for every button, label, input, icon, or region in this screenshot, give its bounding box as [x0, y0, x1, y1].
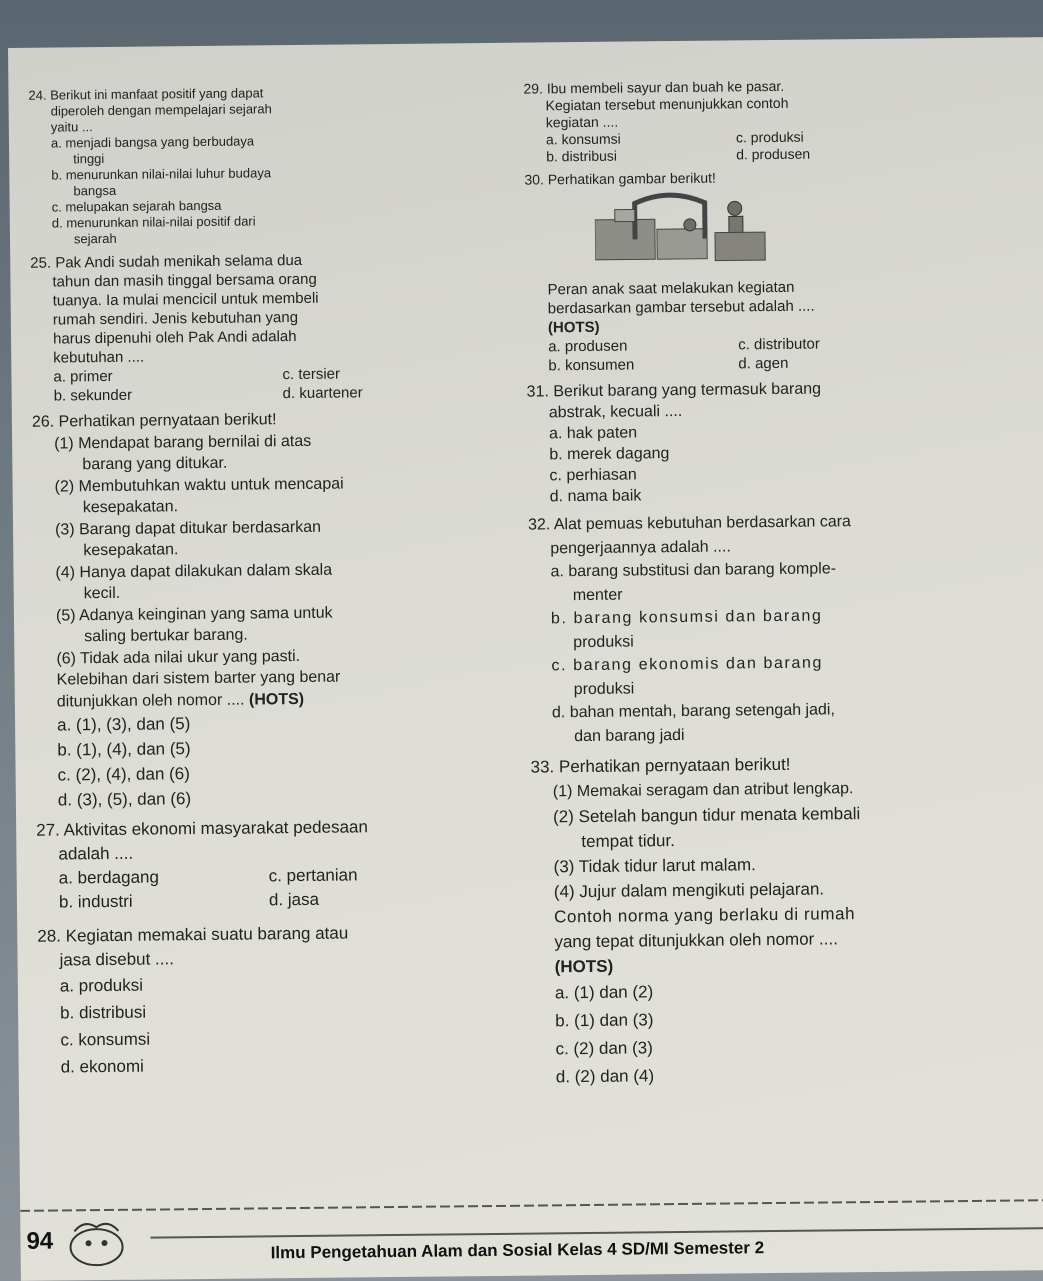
- question-text: pengerjaannya adalah ....: [550, 537, 731, 557]
- mascot-icon: [64, 1217, 129, 1270]
- option-d: d. (2) dan (4): [555, 1066, 655, 1087]
- question-number: 26.: [31, 413, 55, 431]
- question-text: rumah sendiri. Jenis kebutuhan yang: [52, 308, 299, 329]
- question-text: Berikut barang yang termasuk barang: [553, 380, 822, 401]
- question-text: diperoleh dengan mempelajari sejarah: [50, 101, 272, 119]
- option-b: b. (1) dan (3): [555, 1010, 654, 1031]
- hots-label: (HOTS): [248, 690, 305, 709]
- question-number: 27.: [36, 820, 60, 840]
- option-c: c. konsumsi: [60, 1029, 151, 1050]
- question-prompt: Kelebihan dari sistem barter yang benar: [56, 668, 341, 689]
- option-c: c. melupakan sejarah bangsa: [51, 197, 222, 215]
- statement-2-cont: kesepakatan.: [82, 498, 179, 517]
- statement-4-cont: kecil.: [83, 584, 121, 603]
- statement-4: (4) Jujur dalam mengikuti pelajaran.: [553, 879, 825, 902]
- option-b: b. industri: [58, 891, 133, 912]
- option-b: b. barang konsumsi dan barang: [550, 607, 823, 628]
- page-number: 94: [26, 1227, 54, 1255]
- hots-label: (HOTS): [547, 318, 600, 337]
- left-column: [28, 83, 518, 1087]
- option-d: d. (3), (5), dan (6): [57, 789, 192, 810]
- question-text: Kegiatan memakai suatu barang atau: [65, 923, 349, 946]
- right-column: [523, 76, 974, 1098]
- question-text: Kegiatan tersebut menunjukkan contoh: [545, 94, 789, 114]
- option-c: c. pertanian: [268, 865, 358, 886]
- question-text: Perhatikan gambar berikut!: [547, 169, 716, 188]
- question-text: kegiatan ....: [545, 113, 619, 131]
- question-text: kebutuhan ....: [53, 348, 145, 367]
- question-prompt: yang tepat ditunjukkan oleh nomor ....: [554, 929, 838, 952]
- option-a: a. (1) dan (2): [554, 982, 654, 1003]
- question-30: [524, 167, 966, 376]
- question-number: 30.: [524, 171, 544, 188]
- question-text: Aktivitas ekonomi masyarakat pedesaan: [63, 817, 368, 840]
- question-26: [32, 407, 516, 813]
- question-number: 31.: [526, 383, 549, 401]
- question-28: [37, 920, 519, 1081]
- option-a: a. hak paten: [548, 424, 638, 443]
- question-text: harus dipenuhi oleh Pak Andi adalah: [52, 327, 297, 348]
- option-b: b. distribusi: [546, 147, 618, 165]
- question-32: [528, 509, 970, 749]
- option-b: b. menurunkan nilai-nilai luhur budaya: [51, 165, 272, 183]
- question-text: Berikut ini manfaat positif yang dapat: [50, 85, 264, 103]
- question-27: [36, 814, 517, 915]
- option-b: b. (1), (4), dan (5): [57, 739, 191, 760]
- book-title: Ilmu Pengetahuan Alam dan Sosial Kelas 4 SD/MI Semester 2: [270, 1238, 765, 1263]
- question-text: Pak Andi sudah menikah selama dua: [55, 251, 303, 272]
- question-text: yaitu ...: [50, 119, 93, 135]
- option-a: a. primer: [53, 367, 113, 386]
- option-c: c. barang ekonomis dan barang: [551, 654, 824, 675]
- option-a: a. (1), (3), dan (5): [56, 714, 191, 735]
- question-24: [28, 83, 510, 248]
- statement-4: (4) Hanya dapat dilakukan dalam skala: [55, 561, 333, 582]
- option-d: d. bahan mentah, barang setengah jadi,: [551, 701, 835, 722]
- statement-1: (1) Memakai seragam dan atribut lengkap.: [552, 780, 854, 801]
- question-text: adalah ....: [58, 843, 134, 864]
- option-a: a. barang substitusi dan barang komple-: [550, 560, 837, 581]
- statement-2: (2) Setelah bangun tidur menata kembali: [552, 804, 861, 827]
- option-b: b. distribusi: [60, 1002, 147, 1023]
- statement-1: (1) Mendapat barang bernilai di atas: [54, 432, 312, 453]
- statement-3-cont: kesepakatan.: [83, 541, 179, 560]
- question-29: [523, 76, 964, 166]
- question-text: jasa disebut ....: [59, 949, 174, 970]
- option-b: b. sekunder: [53, 386, 133, 405]
- question-number: 28.: [37, 926, 62, 946]
- question-text: Perhatikan pernyataan berikut!: [558, 754, 791, 777]
- footer-divider: [20, 1199, 1043, 1212]
- option-a-cont: tinggi: [73, 150, 105, 167]
- statement-2-cont: tempat tidur.: [581, 831, 675, 852]
- statement-5-cont: saling bertukar barang.: [84, 626, 248, 646]
- market-stall-illustration: [595, 188, 776, 272]
- option-a: a. produsen: [548, 337, 628, 356]
- statement-3: (3) Tidak tidur larut malam.: [553, 855, 756, 877]
- option-c: c. (2), (4), dan (6): [57, 764, 190, 785]
- option-b-cont: produksi: [573, 632, 634, 651]
- option-c: c. distributor: [738, 335, 820, 354]
- question-number: 29.: [523, 80, 544, 97]
- option-d: d. jasa: [268, 889, 320, 910]
- question-31: [527, 377, 968, 508]
- option-c: c. perhiasan: [549, 466, 637, 485]
- question-text: Peran anak saat melakukan kegiatan: [547, 278, 795, 299]
- statement-2: (2) Membutuhkan waktu untuk mencapai: [54, 475, 344, 496]
- hots-label: (HOTS): [554, 956, 614, 977]
- option-d: d. kuartener: [282, 384, 363, 403]
- statement-list: [32, 428, 514, 670]
- question-number: 32.: [527, 516, 551, 534]
- option-a: a. konsumsi: [545, 130, 621, 148]
- option-b-cont: bangsa: [73, 182, 117, 199]
- question-text: Perhatikan pernyataan berikut!: [58, 411, 277, 431]
- option-d: d. menurunkan nilai-nilai positif dari: [51, 213, 256, 231]
- option-d: d. produsen: [736, 145, 811, 163]
- option-a: a. menjadi bangsa yang berbudaya: [50, 133, 255, 151]
- textbook-page: [8, 37, 1043, 1281]
- question-33: [530, 750, 974, 1092]
- question-text: tuanya. Ia mulai mencicil untuk membeli: [52, 289, 319, 310]
- question-number: 33.: [530, 757, 555, 777]
- option-b: b. konsumen: [548, 356, 635, 375]
- question-25: [30, 249, 512, 406]
- question-prompt: ditunjukkan oleh nomor ....: [56, 691, 250, 711]
- statement-list: [531, 775, 972, 905]
- question-prompt: Contoh norma yang berlaku di rumah: [554, 904, 856, 927]
- question-text: Alat pemuas kebutuhan berdasarkan cara: [553, 513, 851, 534]
- statement-3: (3) Barang dapat ditukar berdasarkan: [54, 518, 322, 539]
- option-c: c. tersier: [282, 365, 341, 384]
- question-text: tahun dan masih tinggal bersama orang: [52, 270, 317, 291]
- option-c-cont: produksi: [573, 679, 635, 698]
- option-b: b. merek dagang: [549, 445, 670, 464]
- question-text: Ibu membeli sayur dan buah ke pasar.: [546, 77, 785, 97]
- statement-5: (5) Adanya keinginan yang sama untuk: [55, 604, 333, 625]
- question-number: 25.: [30, 254, 52, 272]
- option-d: d. agen: [738, 354, 789, 373]
- statement-1-cont: barang yang ditukar.: [82, 454, 228, 474]
- option-a: a. produksi: [59, 975, 144, 996]
- option-d-cont: dan barang jadi: [574, 726, 685, 745]
- option-d-cont: sejarah: [73, 230, 117, 247]
- footer-rule: [150, 1227, 1043, 1238]
- option-d: d. nama baik: [549, 487, 642, 506]
- question-text: berdasarkan gambar tersebut adalah ....: [547, 297, 815, 318]
- question-number: 24.: [28, 87, 47, 103]
- statement-6: (6) Tidak ada nilai ukur yang pasti.: [56, 647, 301, 668]
- question-text: abstrak, kecuali ....: [548, 402, 683, 422]
- option-c: c. (2) dan (3): [555, 1038, 653, 1059]
- option-d: d. ekonomi: [60, 1056, 144, 1077]
- option-a-cont: menter: [572, 586, 623, 604]
- option-c: c. produksi: [735, 128, 804, 146]
- option-a: a. berdagang: [58, 867, 159, 888]
